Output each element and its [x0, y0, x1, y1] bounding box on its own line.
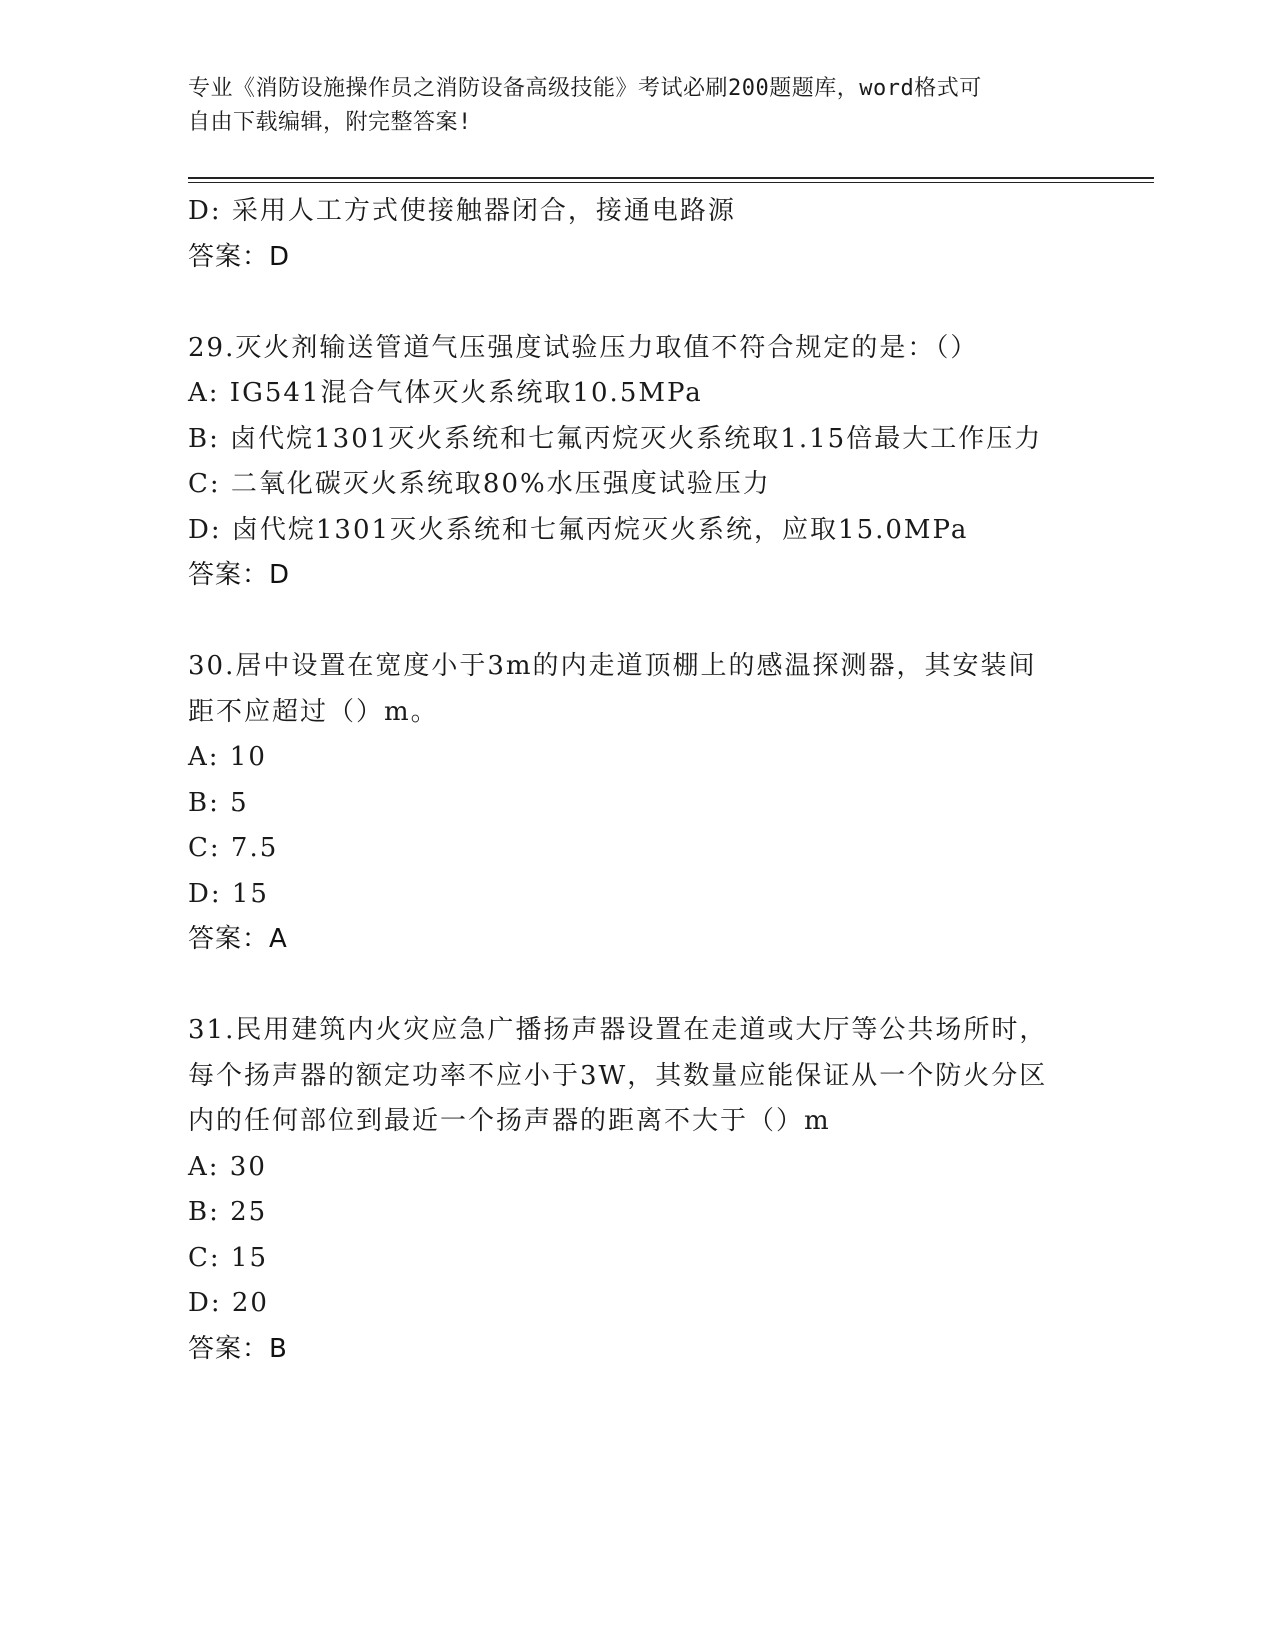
option-a: A: 30 [188, 1151, 267, 1182]
option-a: A: 10 [188, 742, 267, 772]
option-b: B: 5 [188, 787, 249, 818]
option-d: D: 卤代烷1301灭火系统和七氟丙烷灭火系统，应取15.0MPa [188, 514, 969, 545]
answer-line: 答案：D [188, 560, 291, 590]
question-stem: 29.灭火剂输送管道气压强度试验压力取值不符合规定的是：（） [188, 332, 979, 363]
option-a: A: IG541混合气体灭火系统取10.5MPa [188, 378, 703, 408]
document-header [188, 72, 1068, 140]
option-d: D: 采用人工方式使接触器闭合，接通电路源 [188, 196, 736, 226]
answer-line: 答案：D [188, 241, 291, 272]
question-list [188, 189, 1088, 1372]
question-block-29 [188, 326, 1088, 599]
option-c: C: 7.5 [188, 833, 279, 863]
answer-line: 答案：B [188, 1333, 288, 1364]
question-stem-line-2: 每个扬声器的额定功率不应小于3W，其数量应能保证从一个防火分区 [188, 1060, 1048, 1091]
header-line-1: 专业《消防设施操作员之消防设备高级技能》考试必刷200题题库，word格式可 [188, 76, 982, 101]
header-divider-top [188, 177, 1154, 179]
question-block-31 [188, 1008, 1088, 1372]
question-stem-line-1: 30.居中设置在宽度小于3m的内走道顶棚上的感温探测器，其安装间 [188, 651, 1037, 681]
option-b: B: 25 [188, 1197, 268, 1227]
option-c: C: 15 [188, 1242, 269, 1273]
spacer [188, 599, 1088, 645]
header-line-2: 自由下载编辑，附完整答案! [188, 110, 472, 135]
spacer [188, 963, 1088, 1009]
question-stem-line-1: 31.民用建筑内火灾应急广播扬声器设置在走道或大厅等公共场所时， [188, 1015, 1048, 1045]
spacer [188, 280, 1088, 326]
option-d: D: 20 [188, 1288, 269, 1318]
question-stem-line-3: 内的任何部位到最近一个扬声器的距离不大于（）m [188, 1106, 831, 1136]
option-d: D: 15 [188, 878, 269, 909]
question-stem-line-2: 距不应超过（）m。 [188, 696, 439, 727]
option-b: B: 卤代烷1301灭火系统和七氟丙烷灭火系统取1.15倍最大工作压力 [188, 423, 1043, 454]
option-c: C: 二氧化碳灭火系统取80%水压强度试验压力 [188, 469, 771, 499]
question-block-30 [188, 644, 1088, 963]
header-divider-bottom [188, 182, 1154, 183]
answer-line: 答案：A [188, 924, 288, 954]
question-block-prev [188, 189, 1088, 280]
